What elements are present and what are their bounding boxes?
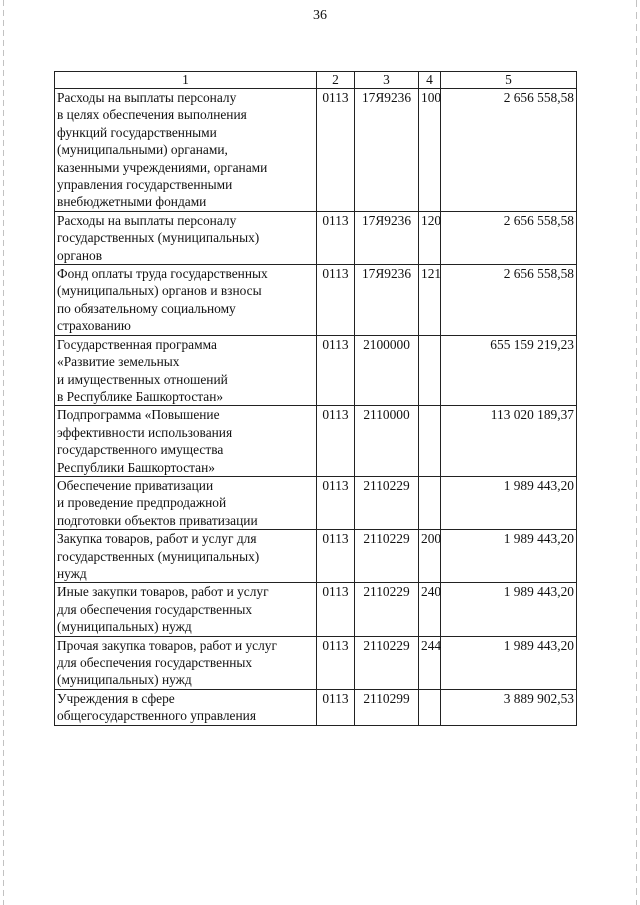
row-description: Учреждения в сфере общегосударственного управления (55, 689, 317, 725)
row-amount: 2 656 558,58 (441, 265, 577, 336)
row-description: Закупка товаров, работ и услуг для государственных (муниципальных) нужд (55, 530, 317, 583)
column-header: 5 (441, 72, 577, 89)
row-expense-type (419, 406, 441, 477)
row-amount: 655 159 219,23 (441, 335, 577, 406)
row-target-code: 2110229 (355, 636, 419, 689)
table-header-row (55, 72, 577, 89)
row-section-code: 0113 (317, 211, 355, 264)
row-description: Подпрограмма «Повышение эффективности использования государственного имущества Республики Башкортостан» (55, 406, 317, 477)
table-row (55, 636, 577, 689)
row-description: Прочая закупка товаров, работ и услуг для обеспечения государственных (муниципальных) нужд (55, 636, 317, 689)
table-row (55, 335, 577, 406)
row-expense-type (419, 689, 441, 725)
row-amount: 2 656 558,58 (441, 211, 577, 264)
row-description: Расходы на выплаты персоналу в целях обеспечения выполнения функций государственными (муниципальными) органами, казенными учреждениями, органами управления государственными внебюджетными фондами (55, 89, 317, 212)
table-row (55, 406, 577, 477)
table-row (55, 530, 577, 583)
row-section-code: 0113 (317, 406, 355, 477)
row-target-code: 2110229 (355, 583, 419, 636)
row-expense-type: 120 (419, 211, 441, 264)
column-header: 1 (55, 72, 317, 89)
row-description: Обеспечение приватизации и проведение предпродажной подготовки объектов приватизации (55, 476, 317, 529)
row-amount: 1 989 443,20 (441, 636, 577, 689)
column-header: 2 (317, 72, 355, 89)
row-target-code: 2110299 (355, 689, 419, 725)
row-section-code: 0113 (317, 636, 355, 689)
row-expense-type: 121 (419, 265, 441, 336)
column-header: 4 (419, 72, 441, 89)
scan-edge-left (3, 0, 4, 905)
row-target-code: 2110229 (355, 476, 419, 529)
row-expense-type (419, 335, 441, 406)
row-section-code: 0113 (317, 530, 355, 583)
budget-table (54, 71, 577, 726)
table-row (55, 211, 577, 264)
table-row (55, 583, 577, 636)
row-expense-type: 200 (419, 530, 441, 583)
column-header: 3 (355, 72, 419, 89)
table-row (55, 476, 577, 529)
row-expense-type (419, 476, 441, 529)
row-target-code: 2110229 (355, 530, 419, 583)
row-description: Фонд оплаты труда государственных (муниципальных) органов и взносы по обязательному социальному страхованию (55, 265, 317, 336)
table-row (55, 689, 577, 725)
row-section-code: 0113 (317, 265, 355, 336)
page-number: 36 (313, 8, 327, 23)
row-amount: 1 989 443,20 (441, 476, 577, 529)
row-amount: 1 989 443,20 (441, 583, 577, 636)
row-section-code: 0113 (317, 335, 355, 406)
row-section-code: 0113 (317, 476, 355, 529)
row-description: Иные закупки товаров, работ и услуг для обеспечения государственных (муниципальных) нужд (55, 583, 317, 636)
row-target-code: 17Я9236 (355, 89, 419, 212)
row-amount: 3 889 902,53 (441, 689, 577, 725)
row-target-code: 2110000 (355, 406, 419, 477)
scan-edge-right (636, 0, 637, 905)
table-row (55, 89, 577, 212)
row-expense-type: 240 (419, 583, 441, 636)
row-section-code: 0113 (317, 89, 355, 212)
table-row (55, 265, 577, 336)
row-amount: 2 656 558,58 (441, 89, 577, 212)
row-amount: 1 989 443,20 (441, 530, 577, 583)
row-target-code: 2100000 (355, 335, 419, 406)
row-expense-type: 100 (419, 89, 441, 212)
row-description: Государственная программа «Развитие земельных и имущественных отношений в Республике Башкортостан» (55, 335, 317, 406)
row-expense-type: 244 (419, 636, 441, 689)
row-description: Расходы на выплаты персоналу государственных (муниципальных) органов (55, 211, 317, 264)
row-target-code: 17Я9236 (355, 265, 419, 336)
row-section-code: 0113 (317, 583, 355, 636)
row-target-code: 17Я9236 (355, 211, 419, 264)
row-amount: 113 020 189,37 (441, 406, 577, 477)
row-section-code: 0113 (317, 689, 355, 725)
